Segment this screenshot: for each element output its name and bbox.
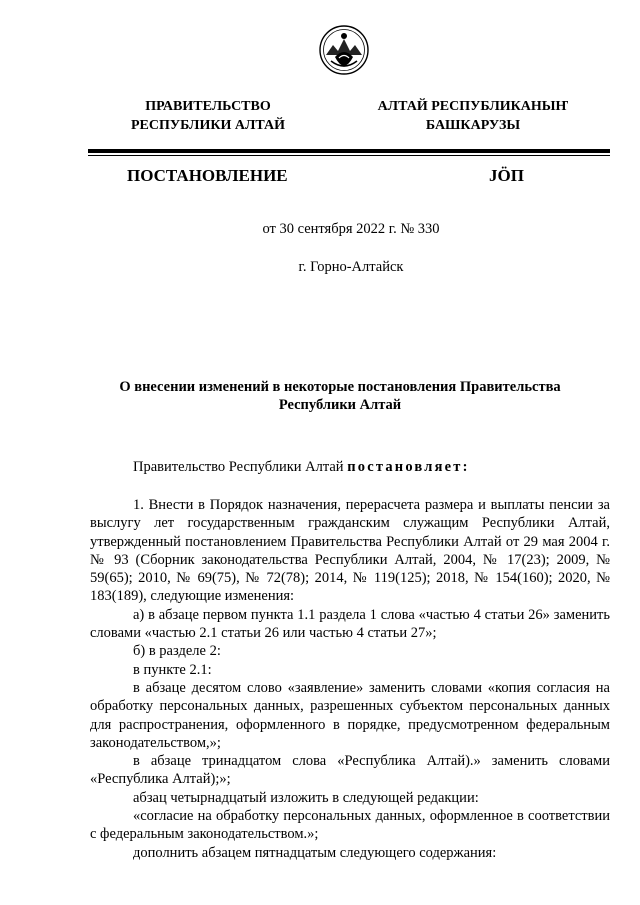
body-paragraph: абзац четырнадцатый изложить в следующей редакции:	[133, 789, 479, 806]
body-paragraph: а) в абзаце первом пункта 1.1 раздела 1 слова «частью 4 статьи 26» заменить словами «частью 2.1 статьи 26 или частью 4 статьи 27»;	[90, 606, 610, 642]
document-type-altai: JÖП	[489, 166, 524, 185]
issuer-name-russian	[103, 97, 313, 135]
body-paragraph: «согласие на обработку персональных данных, оформленное в соответствии с федеральным законодательством.»;	[90, 808, 610, 843]
document-date-number: от 30 сентября 2022 г. № 330	[262, 221, 440, 237]
body-paragraph: б) в разделе 2:	[133, 643, 221, 660]
resolution-verb: постановляет:	[347, 459, 470, 475]
document-city: г. Горно-Алтайск	[298, 259, 404, 275]
title-line: О внесении изменений в некоторые постановления Правительства	[119, 379, 561, 395]
issuer-name-altai	[368, 97, 578, 135]
title-line: Республики Алтай	[278, 397, 402, 413]
document-type-russian: ПОСТАНОВЛЕНИЕ	[127, 166, 288, 185]
body-paragraph: в абзаце тринадцатом слова «Республика Алтай).» заменить словами «Республика Алтай);»;	[90, 753, 610, 788]
issuer-line: РЕСПУБЛИКИ АЛТАЙ	[130, 118, 286, 133]
resolution-subject: Правительство Республики Алтай	[133, 459, 344, 475]
header-divider-thin	[88, 155, 610, 156]
issuer-line: БАШКАРУЗЫ	[425, 118, 521, 133]
resolution-preamble	[133, 458, 470, 476]
coat-of-arms-emblem	[319, 25, 369, 75]
document-title	[100, 378, 580, 414]
body-paragraph: в пункте 2.1:	[133, 661, 212, 678]
body-paragraph: 1. Внести в Порядок назначения, перерасчета размера и выплаты пенсии за выслугу лет государственным гражданским служащим Республики Алтай, утвержденный постановлением Правительства Республики Алтай от 29 мая 2004 г. № 93 (Сборник законодательства Республики Алтай, 2004, № 17(23); 2009, № 59(65); 2010, № 69(75), № 72(78); 2014, № 119(125); 2018, № 154(160); 2020, № 183(189), следующие изменения:	[90, 497, 610, 605]
header-divider-thick	[88, 149, 610, 153]
document-body	[90, 496, 610, 862]
issuer-line: АЛТАЙ РЕСПУБЛИКАНЫҤ	[377, 99, 569, 114]
body-paragraph: в абзаце десятом слово «заявление» заменить словами «копия согласия на обработку персональных данных, разрешенных субъектом персональных данных для распространения, оформленного в порядке, предусмотренном федеральным законодательством,»;	[90, 679, 610, 751]
issuer-line: ПРАВИТЕЛЬСТВО	[145, 99, 271, 114]
body-paragraph: дополнить абзацем пятнадцатым следующего содержания:	[133, 844, 497, 861]
